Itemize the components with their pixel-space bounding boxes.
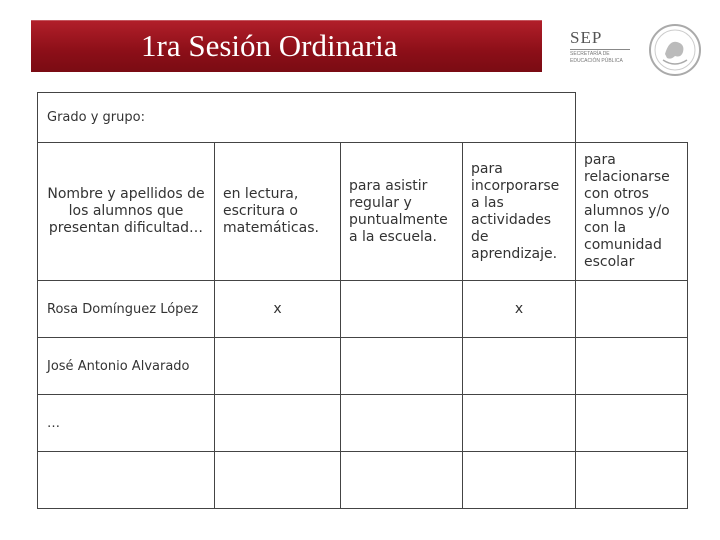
mark-cell[interactable]	[463, 338, 576, 395]
mark-cell[interactable]: x	[215, 281, 341, 338]
sep-subtitle-line1: SECRETARÍA DE	[570, 51, 610, 57]
mark-cell[interactable]	[576, 452, 688, 509]
grado-grupo-label: Grado y grupo:	[38, 93, 576, 143]
students-table	[37, 92, 688, 509]
header-incorporarse: para incorporarse a las actividades de aprendizaje.	[463, 143, 576, 281]
mark-cell[interactable]	[341, 452, 463, 509]
student-name	[38, 452, 215, 509]
sep-subtitle-line2: EDUCACIÓN PÚBLICA	[570, 58, 623, 64]
title-bar	[31, 20, 542, 72]
table-row	[38, 452, 688, 509]
sep-logo-text: SEP	[570, 28, 603, 47]
mark-cell[interactable]	[215, 452, 341, 509]
slide-title: 1ra Sesión Ordinaria	[141, 28, 398, 63]
national-seal-icon	[647, 22, 703, 78]
header-asistir: para asistir regular y puntualmente a la escuela.	[341, 143, 463, 281]
mark-cell[interactable]	[576, 395, 688, 452]
student-name: José Antonio Alvarado	[38, 338, 215, 395]
mark-cell[interactable]	[215, 395, 341, 452]
mark-cell[interactable]	[341, 338, 463, 395]
header-relacionarse: para relacionarse con otros alumnos y/o con la comunidad escolar	[576, 143, 688, 281]
mark-cell[interactable]	[576, 338, 688, 395]
form-document	[37, 92, 694, 517]
mark-cell[interactable]	[341, 395, 463, 452]
sep-logo-subtitle	[570, 51, 623, 65]
mark-cell[interactable]	[463, 452, 576, 509]
header-nombre: Nombre y apellidos de los alumnos que presentan dificultad…	[38, 143, 215, 281]
table-row	[38, 395, 688, 452]
table-row	[38, 281, 688, 338]
empty-corner	[576, 93, 688, 143]
student-name: …	[38, 395, 215, 452]
mark-cell[interactable]	[463, 395, 576, 452]
student-name: Rosa Domínguez López	[38, 281, 215, 338]
mark-cell[interactable]	[215, 338, 341, 395]
sep-logo	[560, 28, 635, 68]
table-row	[38, 338, 688, 395]
mark-cell[interactable]	[341, 281, 463, 338]
sep-logo-divider	[570, 49, 630, 50]
mark-cell[interactable]: x	[463, 281, 576, 338]
header-lectura: en lectura, escritura o matemáticas.	[215, 143, 341, 281]
mark-cell[interactable]	[576, 281, 688, 338]
